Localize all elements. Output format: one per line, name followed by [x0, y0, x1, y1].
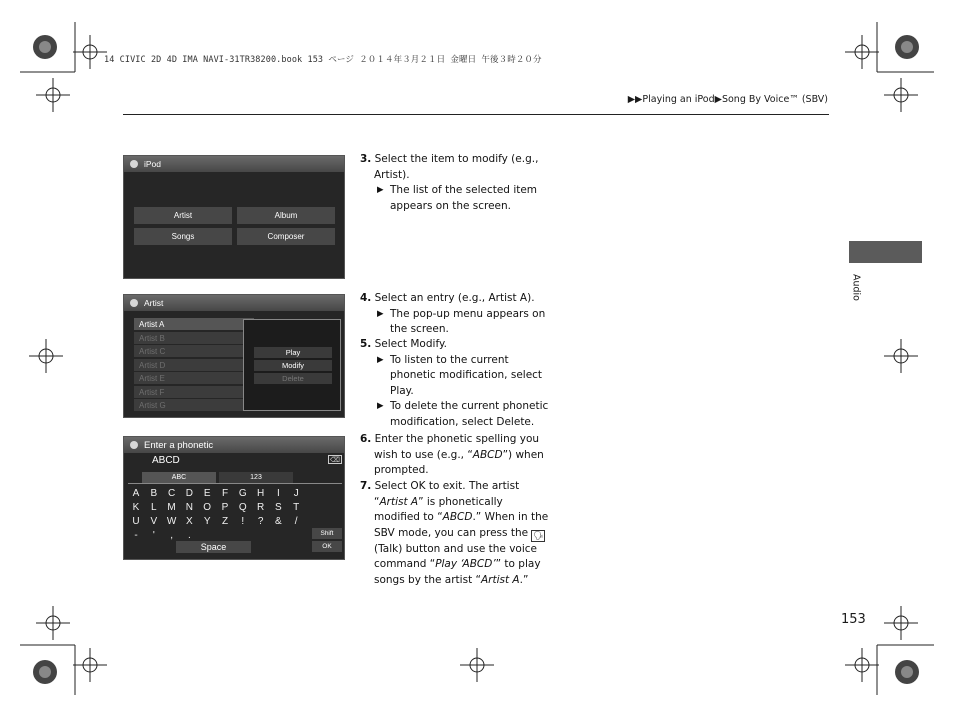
- step-text: ” to play songs by the artist “: [374, 558, 541, 586]
- screen-title-bar: [124, 295, 344, 311]
- keyboard-key[interactable]: E: [203, 487, 211, 499]
- step-text: Select: [374, 338, 411, 350]
- list-item[interactable]: Artist G: [134, 399, 254, 411]
- keyboard-key[interactable]: J: [293, 487, 299, 499]
- step-result: ▶ The pop-up menu appears on the screen.: [374, 307, 550, 338]
- keyboard-key[interactable]: G: [238, 487, 247, 499]
- breadcrumb-part-2: Song By Voice™ (SBV): [721, 94, 828, 105]
- list-item[interactable]: Artist A: [134, 318, 254, 330]
- breadcrumb: [628, 94, 828, 105]
- home-icon: [130, 299, 138, 307]
- page-number: 153: [841, 612, 866, 627]
- keyboard-key[interactable]: D: [185, 487, 193, 499]
- keyboard-key[interactable]: .: [188, 529, 191, 541]
- breadcrumb-arrow-icon: ▶▶: [627, 94, 643, 105]
- keyboard-key[interactable]: N: [185, 501, 193, 513]
- header-rule: [123, 114, 829, 115]
- step-5: [360, 337, 550, 430]
- delete-option[interactable]: Delete: [254, 373, 332, 384]
- list-item[interactable]: Artist C: [134, 345, 254, 357]
- list-item[interactable]: Artist D: [134, 359, 254, 371]
- list-item[interactable]: Artist B: [134, 332, 254, 344]
- section-tab-label: Audio: [850, 273, 862, 301]
- artist-button[interactable]: Artist: [134, 207, 232, 224]
- keyboard-key[interactable]: Q: [238, 501, 247, 513]
- keyboard-key[interactable]: Z: [221, 515, 229, 527]
- tab-abc[interactable]: ABC: [142, 472, 216, 483]
- screen-title: iPod: [144, 159, 162, 169]
- step-emphasis: OK: [410, 480, 426, 492]
- step-3: [360, 152, 550, 214]
- tab-123[interactable]: 123: [219, 472, 293, 483]
- keyboard-key[interactable]: M: [167, 501, 176, 513]
- step-emphasis: ABCD: [472, 448, 503, 461]
- breadcrumb-arrow-icon: ▶: [714, 94, 722, 105]
- step-emphasis: Modify: [410, 338, 444, 350]
- keyboard-key[interactable]: /: [294, 515, 298, 527]
- step-emphasis: Play: [390, 384, 411, 397]
- songs-button[interactable]: Songs: [134, 228, 232, 245]
- artist-list-screen: [123, 294, 345, 418]
- keyboard-key[interactable]: T: [293, 501, 300, 513]
- step-emphasis: Artist A: [379, 495, 419, 508]
- keyboard-key[interactable]: P: [221, 501, 229, 513]
- keyboard-key[interactable]: F: [221, 487, 229, 499]
- step-emphasis: Artist A: [480, 573, 520, 586]
- keyboard-key[interactable]: O: [203, 501, 212, 513]
- list-item[interactable]: Artist E: [134, 372, 254, 384]
- step-number: 5.: [360, 338, 372, 350]
- step-text: Select the item to modify (e.g.,: [374, 153, 539, 165]
- keyboard-key[interactable]: S: [275, 501, 282, 513]
- keyboard-key[interactable]: ,: [170, 529, 173, 541]
- keyboard-key[interactable]: ': [152, 529, 155, 541]
- tab-underline: [128, 483, 342, 484]
- phonetic-input[interactable]: ABCD: [152, 455, 180, 466]
- keyboard-key[interactable]: B: [150, 487, 158, 499]
- space-key[interactable]: Space: [176, 541, 251, 553]
- step-text: .”: [519, 573, 529, 586]
- modify-option[interactable]: Modify: [254, 360, 332, 371]
- keyboard-key[interactable]: W: [166, 515, 177, 527]
- talk-icon: 🗣: [533, 530, 544, 540]
- step-7: [360, 479, 550, 588]
- step-number: 3.: [360, 153, 372, 165]
- keyboard-key[interactable]: K: [132, 501, 140, 513]
- home-icon: [130, 160, 138, 168]
- step-result: ▶ To delete the current phonetic modification, select Delete.: [374, 399, 550, 430]
- keyboard-key[interactable]: V: [150, 515, 158, 527]
- ok-key[interactable]: OK: [312, 541, 342, 552]
- keyboard-key[interactable]: !: [241, 515, 245, 527]
- screen-title: Artist: [144, 298, 164, 308]
- section-tab: [849, 241, 922, 263]
- keyboard-key[interactable]: R: [256, 501, 265, 513]
- step-text: ).: [402, 168, 410, 181]
- step-number: 4.: [360, 292, 372, 304]
- step-text: .” When in the SBV mode, you can press the: [374, 511, 549, 539]
- step-text: to exit. The artist “: [374, 480, 520, 508]
- step-text: ”) when prompted.: [374, 448, 544, 476]
- screen-title: Enter a phonetic: [144, 439, 214, 451]
- step-text: (Talk) button and use the voice command “: [374, 542, 537, 570]
- step-text: ” is phonetically modified to “: [374, 495, 503, 523]
- ipod-menu-screen: [123, 155, 345, 279]
- backspace-icon[interactable]: ⌫: [328, 455, 342, 464]
- popup-menu: [243, 319, 341, 411]
- step-emphasis: Artist: [374, 168, 403, 181]
- keyboard-key[interactable]: L: [151, 501, 157, 513]
- step-text: Select an entry (e.g., Artist A).: [374, 292, 535, 304]
- keyboard-key[interactable]: U: [132, 515, 140, 527]
- album-button[interactable]: Album: [237, 207, 335, 224]
- keyboard-key[interactable]: I: [277, 487, 280, 499]
- keyboard-key[interactable]: -: [134, 529, 138, 541]
- print-info-line: 14 CIVIC 2D 4D IMA NAVI-31TR38200.book 153 ページ ２０１４年３月２１日 金曜日 午後３時２０分: [104, 55, 542, 65]
- keyboard-key[interactable]: C: [167, 487, 176, 499]
- step-text: .: [443, 338, 448, 350]
- home-icon: [130, 441, 138, 449]
- keyboard-key[interactable]: ?: [257, 515, 264, 527]
- screen-title-bar: [124, 437, 344, 453]
- step-4: [360, 291, 550, 338]
- list-item[interactable]: Artist F: [134, 386, 254, 398]
- keyboard-key[interactable]: H: [256, 487, 265, 499]
- play-option[interactable]: Play: [254, 347, 332, 358]
- step-number: 7.: [360, 480, 372, 492]
- step-emphasis: Delete: [496, 415, 531, 428]
- composer-button[interactable]: Composer: [237, 228, 335, 245]
- step-text: To delete the current phonetic modification, select: [390, 400, 549, 428]
- step-emphasis: Play ‘ABCD’: [435, 558, 496, 570]
- step-emphasis: ABCD: [442, 511, 473, 523]
- step-text: To listen to the current phonetic modification, select: [390, 353, 543, 381]
- step-text: Enter the phonetic spelling you wish to use (e.g., “: [374, 433, 540, 461]
- keyboard-key[interactable]: &: [275, 515, 282, 527]
- step-number: 6.: [360, 433, 372, 445]
- step-text: Select: [374, 480, 411, 492]
- step-result: ▶ To listen to the current phonetic modification, select Play.: [374, 353, 550, 400]
- screen-title-bar: [124, 156, 344, 172]
- shift-key[interactable]: Shift: [312, 528, 342, 539]
- keyboard-key[interactable]: Y: [203, 515, 211, 527]
- step-6: [360, 432, 550, 479]
- keyboard-key[interactable]: A: [132, 487, 140, 499]
- keyboard-key[interactable]: X: [186, 515, 193, 527]
- step-result: ▶ The list of the selected item appears on the screen.: [374, 183, 550, 214]
- phonetic-keyboard-screen: [123, 436, 345, 560]
- breadcrumb-part-1: Playing an iPod: [642, 94, 715, 105]
